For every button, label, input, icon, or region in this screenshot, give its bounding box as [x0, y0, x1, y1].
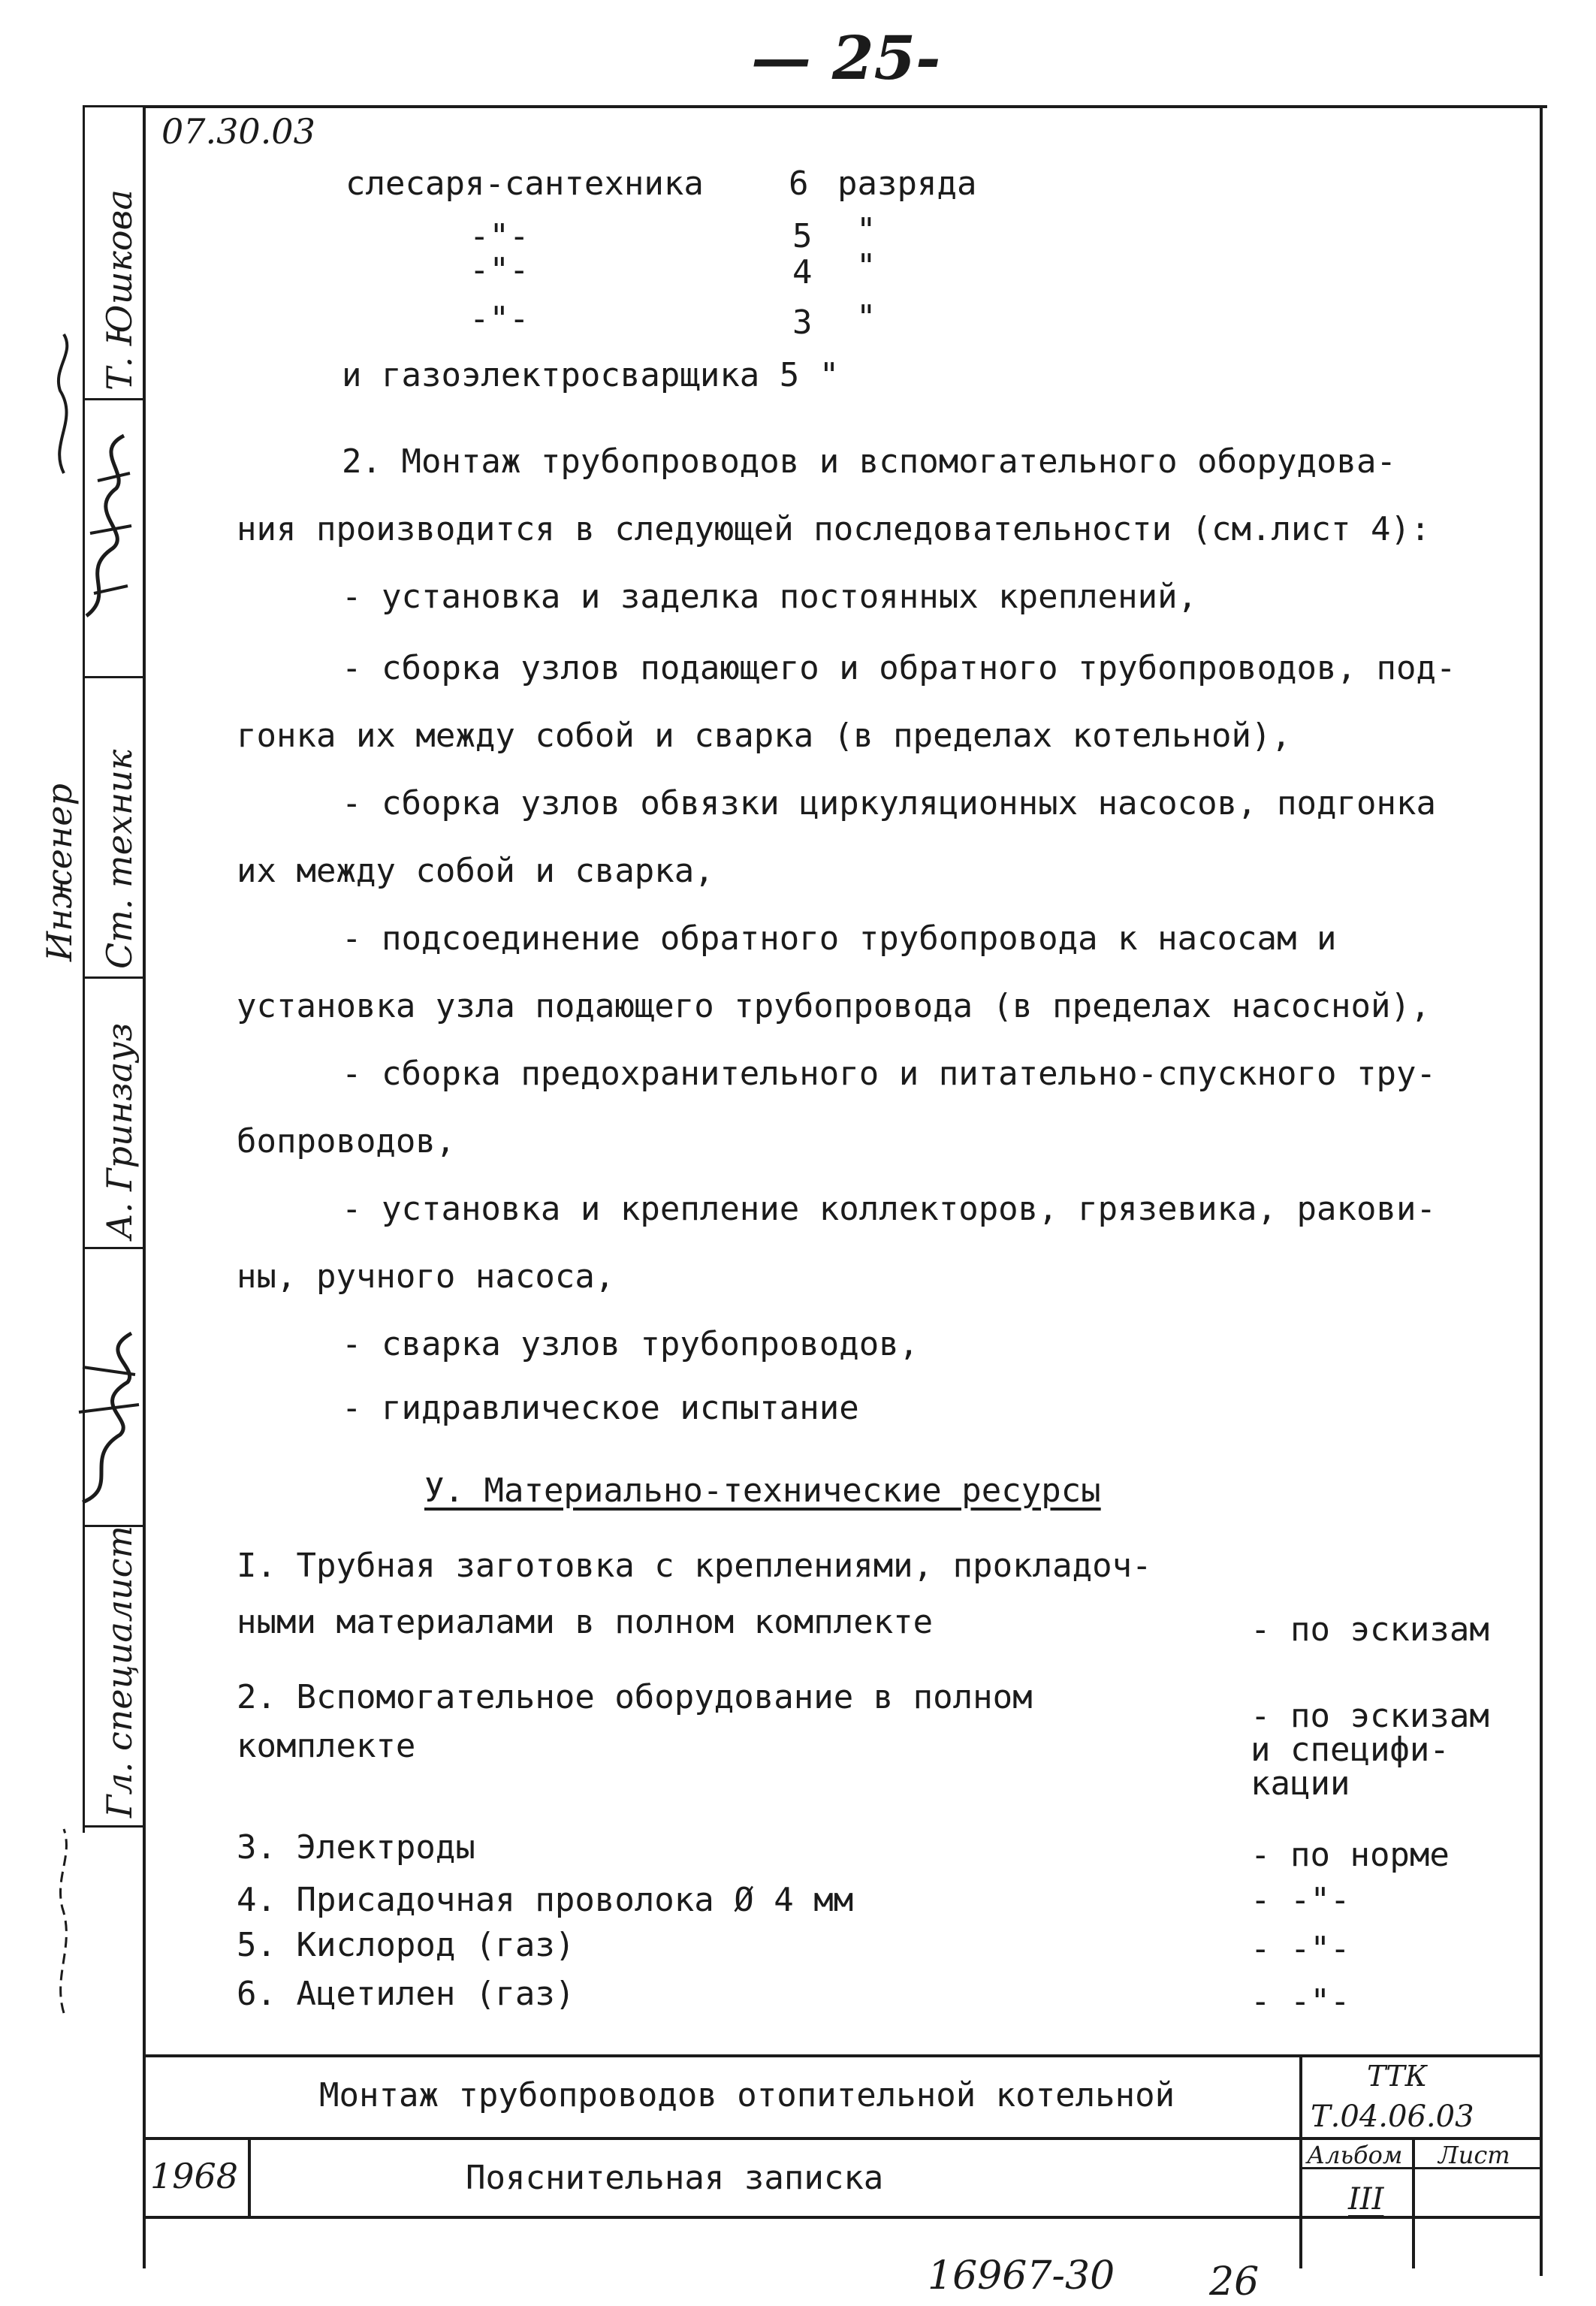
step-4-line-2: установка узла подающего трубопровода (в пределах насосной), — [237, 987, 1431, 1025]
step-6-line-1: - установка и крепление коллекторов, грязевика, ракови- — [342, 1190, 1436, 1228]
material-2-source-3: кации — [1251, 1764, 1350, 1803]
material-3-source-1: - по норме — [1251, 1836, 1450, 1874]
side-name-1: Т. Юшкова — [99, 189, 140, 391]
crew-row-4-word: " — [856, 298, 876, 337]
title-block-album-divider — [1412, 2137, 1415, 2268]
side-divider-2 — [83, 676, 144, 678]
title-block-code-label: ТТК — [1367, 2060, 1428, 2093]
title-block-doc-type: Пояснительная записка — [466, 2159, 884, 2197]
material-6-line-1: 6. Ацетилен (газ) — [237, 1975, 575, 2013]
side-name-2: А. Гринзауз — [99, 1022, 140, 1239]
footer-number: 16967-30 — [928, 2253, 1115, 2298]
crew-row-2-word: " — [856, 211, 876, 249]
step-2-line-1: - сборка узлов подающего и обратного трубопроводов, под- — [342, 649, 1456, 687]
section2-intro-2: ния производится в следующей последовательности (см.лист 4): — [237, 510, 1431, 548]
side-role-3: Гл. специалист — [99, 1525, 140, 1818]
signature-3 — [41, 331, 86, 481]
crew-row-4-grade: 3 — [792, 303, 813, 342]
material-1-line-1: I. Трубная заготовка с креплениями, прокладоч- — [237, 1547, 1152, 1585]
side-divider-3 — [83, 976, 144, 979]
title-block-mid — [143, 2137, 1543, 2140]
material-2-source-2: и специфи- — [1251, 1731, 1450, 1769]
page-number: — 25- — [751, 23, 941, 93]
crew-row-1-grade: 6 — [789, 164, 809, 203]
material-2-line-2: комплекте — [237, 1727, 416, 1765]
section5-title: У. Материально-технические ресурсы — [424, 1471, 1101, 1510]
signature-4 — [41, 1825, 86, 2021]
side-divider-1 — [83, 398, 144, 400]
frame-right — [1540, 105, 1543, 2276]
step-5-line-1: - сборка предохранительного и питательно-спускного тру- — [342, 1055, 1436, 1093]
side-divider-6 — [83, 1825, 144, 1828]
material-6-source-1: - -"- — [1251, 1982, 1350, 2021]
title-block-bottom — [143, 2216, 1543, 2219]
material-3-line-1: 3. Электроды — [237, 1828, 475, 1867]
step-6-line-2: ны, ручного насоса, — [237, 1257, 615, 1296]
material-2-line-1: 2. Вспомогательное оборудование в полном — [237, 1678, 1033, 1716]
step-3-line-2: их между собой и сварка, — [237, 852, 714, 890]
title-block-right-divider — [1299, 2054, 1302, 2268]
title-block-year-divider — [248, 2137, 251, 2216]
crew-row-1-role: слесаря-сантехника — [345, 164, 704, 203]
material-2-source-1: - по эскизам — [1251, 1697, 1489, 1735]
frame-top — [143, 105, 1547, 108]
footer-page: 26 — [1209, 2259, 1260, 2304]
title-block-code: Т.04.06.03 — [1311, 2099, 1474, 2134]
title-block-sheet-label: Лист — [1438, 2141, 1510, 2169]
crew-row-3-word: " — [856, 247, 876, 285]
step-1-line-1: - установка и заделка постоянных креплений, — [342, 578, 1198, 616]
side-divider-4 — [83, 1247, 144, 1249]
material-5-source-1: - -"- — [1251, 1930, 1350, 1968]
frame-left — [143, 105, 146, 2268]
step-3-line-1: - сборка узлов обвязки циркуляционных насосов, подгонка — [342, 784, 1436, 822]
material-1-source-1: - по эскизам — [1251, 1610, 1489, 1649]
material-4-line-1: 4. Присадочная проволока Ø 4 мм — [237, 1881, 854, 1919]
crew-row-2-grade: 5 — [792, 217, 813, 255]
signature-2 — [68, 1322, 143, 1517]
step-8-line-1: - гидравлическое испытание — [342, 1389, 859, 1427]
crew-row-1-word: разряда — [837, 164, 977, 203]
step-4-line-1: - подсоединение обратного трубопровода к насосам и — [342, 919, 1337, 958]
step-7-line-1: - сварка узлов трубопроводов, — [342, 1325, 919, 1363]
side-strip-top — [83, 105, 144, 107]
doc-code: 07.30.03 — [161, 111, 315, 152]
title-block-album-label: Альбом — [1307, 2141, 1403, 2169]
material-5-line-1: 5. Кислород (газ) — [237, 1926, 575, 1964]
title-block-top — [143, 2054, 1543, 2057]
crew-row-4-role: -"- — [469, 300, 529, 338]
section2-intro-1: 2. Монтаж трубопроводов и вспомогательного оборудова- — [342, 442, 1396, 481]
crew-row-3-grade: 4 — [792, 253, 813, 291]
step-5-line-2: бопроводов, — [237, 1122, 456, 1161]
crew-row-2-role: -"- — [469, 217, 529, 255]
title-block-album-value: III — [1348, 2182, 1384, 2217]
step-2-line-2: гонка их между собой и сварка (в пределах котельной), — [237, 717, 1291, 755]
material-1-line-2: ными материалами в полном комплекте — [237, 1603, 934, 1641]
side-role-1: Инженер — [39, 783, 80, 961]
title-block-year: 1968 — [150, 2156, 239, 2196]
crew-row-3-role: -"- — [469, 251, 529, 289]
material-4-source-1: - -"- — [1251, 1881, 1350, 1919]
title-block-title: Монтаж трубопроводов отопительной котельной — [319, 2076, 1175, 2114]
side-role-2: Ст. техник — [99, 749, 140, 969]
crew-welder: и газоэлектросварщика 5 " — [342, 356, 840, 394]
